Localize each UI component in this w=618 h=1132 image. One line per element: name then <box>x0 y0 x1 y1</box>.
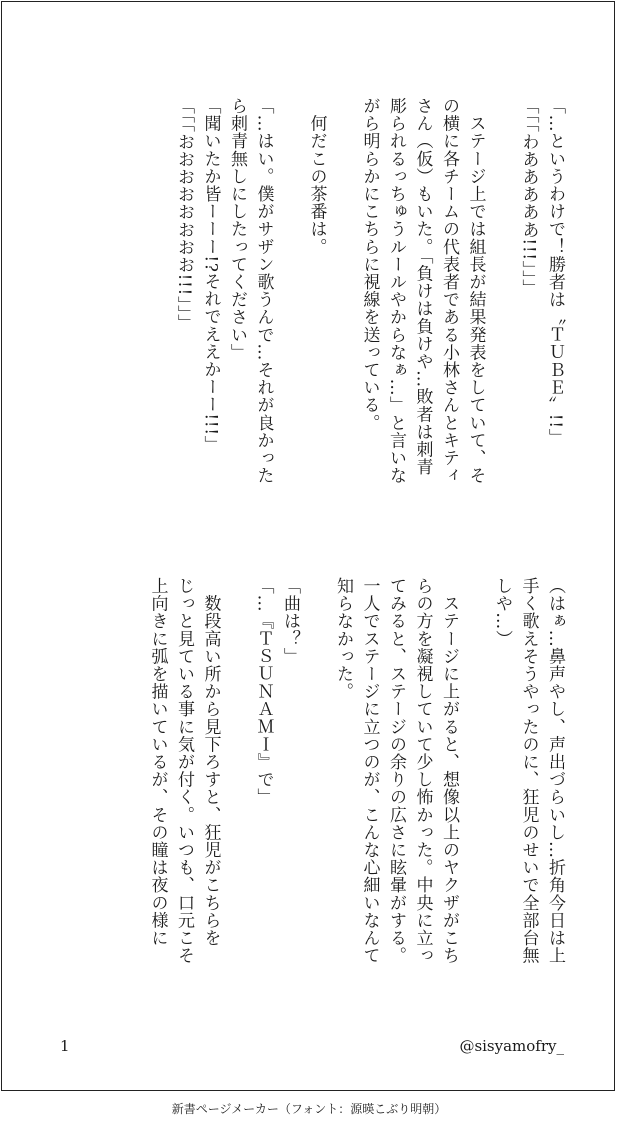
text-line <box>462 577 489 1017</box>
text-line <box>224 577 251 1017</box>
text-block-bottom <box>43 577 568 1017</box>
text-line: さん（仮）もいた。「負けは負けや…敗者は刺青 <box>412 97 433 476</box>
text-line: じっと見ている事に気が付く。いつも、口元こそ <box>174 577 194 965</box>
text-line: 彫られるっちゅうルールやからなぁ…」と言いな <box>386 97 406 485</box>
text-line <box>330 97 357 517</box>
generator-footer: 新書ページメーカー（フォント：源暎こぶり明朝） <box>171 1102 447 1116</box>
text-line: 「「「おおおおおおおお!!!」」」 <box>174 97 194 332</box>
text-line: 「曲は？」 <box>280 577 300 665</box>
text-line: 「「「わあああああ!!!」」」 <box>518 97 539 297</box>
text-line: 知らなかった。 <box>333 577 353 701</box>
novel-page <box>1 1 615 1091</box>
text-block-top <box>43 97 568 517</box>
text-line: （はぁ…鼻声やし、声出づらいし…折角今日は上 <box>545 577 565 965</box>
text-line: らの方を凝視していて少し怖かった。中央に立っ <box>412 577 433 965</box>
text-line: 「聞いたか皆ーーー!?それでええかーー!!!」 <box>200 97 221 454</box>
text-line: 何だこの茶番は。 <box>306 97 327 256</box>
text-line: ステージ上では組長が結果発表をしていて、そ <box>465 97 486 485</box>
text-line: がら明らかにこちらに視線を送っている。 <box>359 97 380 432</box>
text-line: しや…） <box>492 577 512 648</box>
text-line: 手く歌えそうやったのに、狂児のせいで全部台無 <box>518 577 539 965</box>
text-line: ステージに上がると、想像以上のヤクザがこち <box>439 577 459 965</box>
text-line: 「…はい。僕がサザン歌うんで…それが良かった <box>253 97 274 485</box>
text-line <box>303 577 330 1017</box>
text-line <box>277 97 304 517</box>
text-line: てみると、ステージの余りの広さに眩暈がする。 <box>386 577 406 965</box>
text-line: 一人でステージに立つのが、こんな心細いなんて <box>359 577 380 965</box>
text-line <box>489 97 516 517</box>
text-line: 上向きに弧を描いているが、その瞳は夜の様に <box>147 577 168 947</box>
text-line: 「…というわけで！勝者は〝ＴＵＢＥ〟!!」 <box>545 97 565 447</box>
text-line: ら刺青無しにしたってください」 <box>227 97 247 361</box>
text-line: の横に各チームの代表者である小林さんとキティ <box>439 97 459 485</box>
author-credit: @sisyamofry_ <box>459 1037 564 1055</box>
page-number: 1 <box>60 1037 70 1055</box>
text-line: 数段高い所から見下ろすと、狂児がこちらを <box>200 577 221 947</box>
text-line: 「…『ＴＳＵＮＡＭＩ』で」 <box>253 577 274 806</box>
